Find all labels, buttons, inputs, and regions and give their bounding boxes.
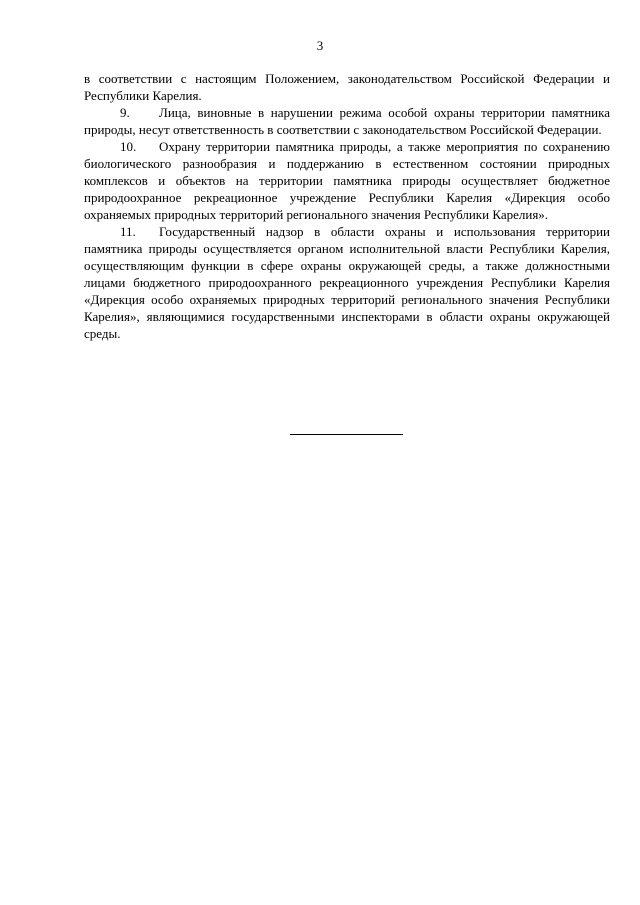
paragraph-text: Охрану территории памятника природы, а также мероприятия по сохранению биологического разнообразия и поддержанию в естественном состоянии природных комплексов и объектов на территории памятника природы осуществляет бюджетное природоохранное рекреационное учреждение Республики Карелия «Дирекция особо охраняемых природных территорий регионального значения Республики Карелия». [84, 139, 610, 222]
paragraph-11 [84, 223, 610, 342]
paragraph-number: 11. [120, 224, 136, 239]
paragraph-number: 10. [120, 139, 137, 154]
document-body [84, 70, 610, 342]
page-number: 3 [316, 38, 324, 53]
end-divider-line [290, 434, 403, 435]
paragraph-text: Государственный надзор в области охраны и использования территории памятника природы осуществляется органом исполнительной власти Республики Карелия, осуществляющим функции в сфере охраны окружающей среды, а также должностными лицами бюджетного природоохранного рекреационного учреждения Республики Карелия «Дирекция особо охраняемых природных территорий регионального значения Республики Карелия», являющимися государственными инспекторами в области охраны окружающей среды. [84, 224, 610, 341]
paragraph-continuation [84, 70, 610, 104]
paragraph-10 [84, 138, 610, 223]
paragraph-9 [84, 104, 610, 138]
paragraph-text: в соответствии с настоящим Положением, законодательством Российской Федерации и Республики Карелия. [84, 71, 610, 103]
paragraph-text: Лица, виновные в нарушении режима особой охраны территории памятника природы, несут ответственность в соответствии с законодательством Российской Федерации. [84, 105, 610, 137]
paragraph-number: 9. [120, 105, 130, 120]
